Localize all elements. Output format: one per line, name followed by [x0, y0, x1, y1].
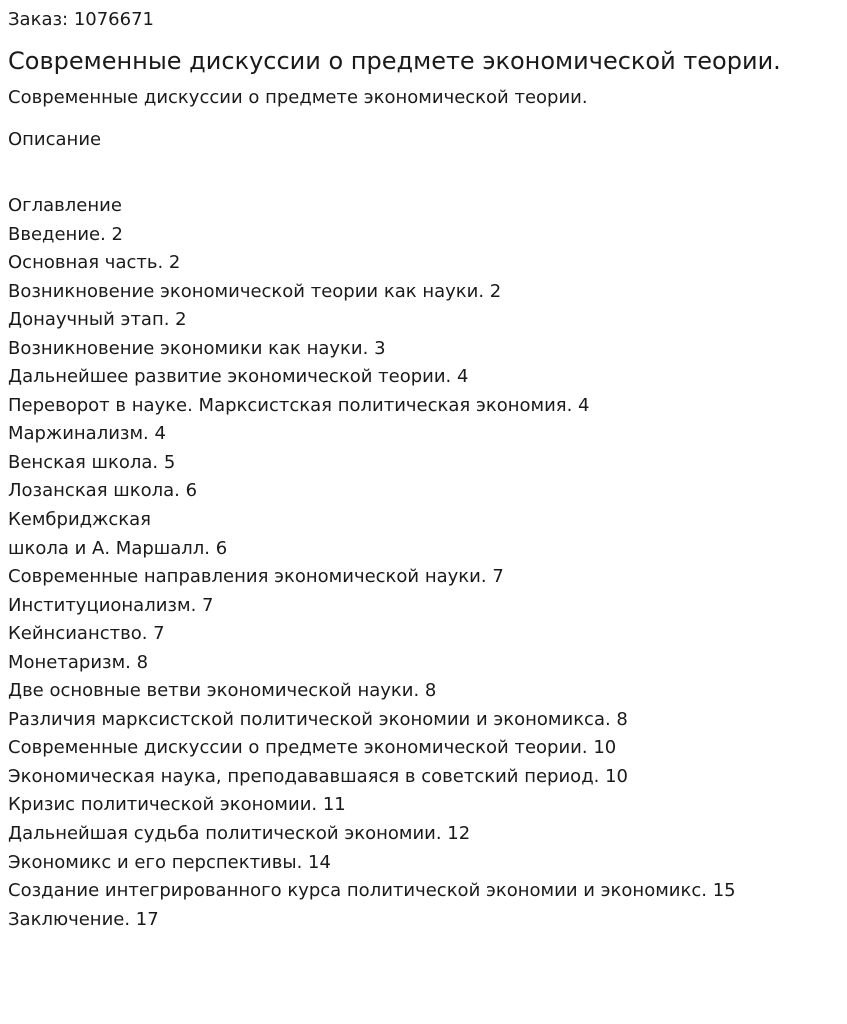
toc-item: Донаучный этап. 2	[8, 309, 187, 331]
toc-item: Переворот в науке. Марксистская политическая экономия. 4	[8, 394, 590, 416]
description-heading: Описание	[8, 129, 102, 150]
toc-item: Введение. 2	[8, 223, 123, 245]
toc-item: Монетаризм. 8	[8, 651, 149, 673]
toc-item: Лозанская школа. 6	[8, 480, 198, 502]
toc-item: Кейнсианство. 7	[8, 623, 165, 645]
toc-item: Дальнейшее развитие экономической теории. 4	[8, 366, 469, 388]
toc-item: Две основные ветви экономической науки. 8	[8, 680, 437, 702]
toc-item: Основная часть. 2	[8, 252, 181, 274]
toc-item: Венская школа. 5	[8, 451, 176, 473]
toc-item: Различия марксистской политической экономии и экономикса. 8	[8, 708, 628, 730]
toc-item: Возникновение экономики как науки. 3	[8, 337, 386, 359]
table-of-contents	[8, 192, 839, 934]
toc-item: Дальнейшая судьба политической экономии. 12	[8, 823, 471, 845]
toc-item: Создание интегрированного курса политической экономии и экономикс. 15	[8, 880, 736, 902]
toc-item: Кембриджская	[8, 509, 151, 531]
toc-item: Кризис политической экономии. 11	[8, 794, 346, 816]
order-number: Заказ: 1076671	[8, 9, 154, 30]
toc-item: Экономическая наука, преподававшаяся в советский период. 10	[8, 765, 628, 787]
toc-item: Современные направления экономической науки. 7	[8, 566, 504, 588]
page-title: Современные дискуссии о предмете экономической теории.	[8, 47, 781, 75]
toc-item: Маржинализм. 4	[8, 423, 166, 445]
toc-item: Возникновение экономической теории как науки. 2	[8, 280, 502, 302]
toc-item: Экономикс и его перспективы. 14	[8, 851, 331, 873]
toc-item: школа и А. Маршалл. 6	[8, 537, 228, 559]
page-subtitle: Современные дискуссии о предмете экономической теории.	[8, 87, 588, 108]
toc-item: Заключение. 17	[8, 908, 159, 930]
toc-item: Оглавление	[8, 195, 122, 216]
toc-item: Современные дискуссии о предмете экономической теории. 10	[8, 737, 617, 759]
toc-item: Институционализм. 7	[8, 594, 214, 616]
